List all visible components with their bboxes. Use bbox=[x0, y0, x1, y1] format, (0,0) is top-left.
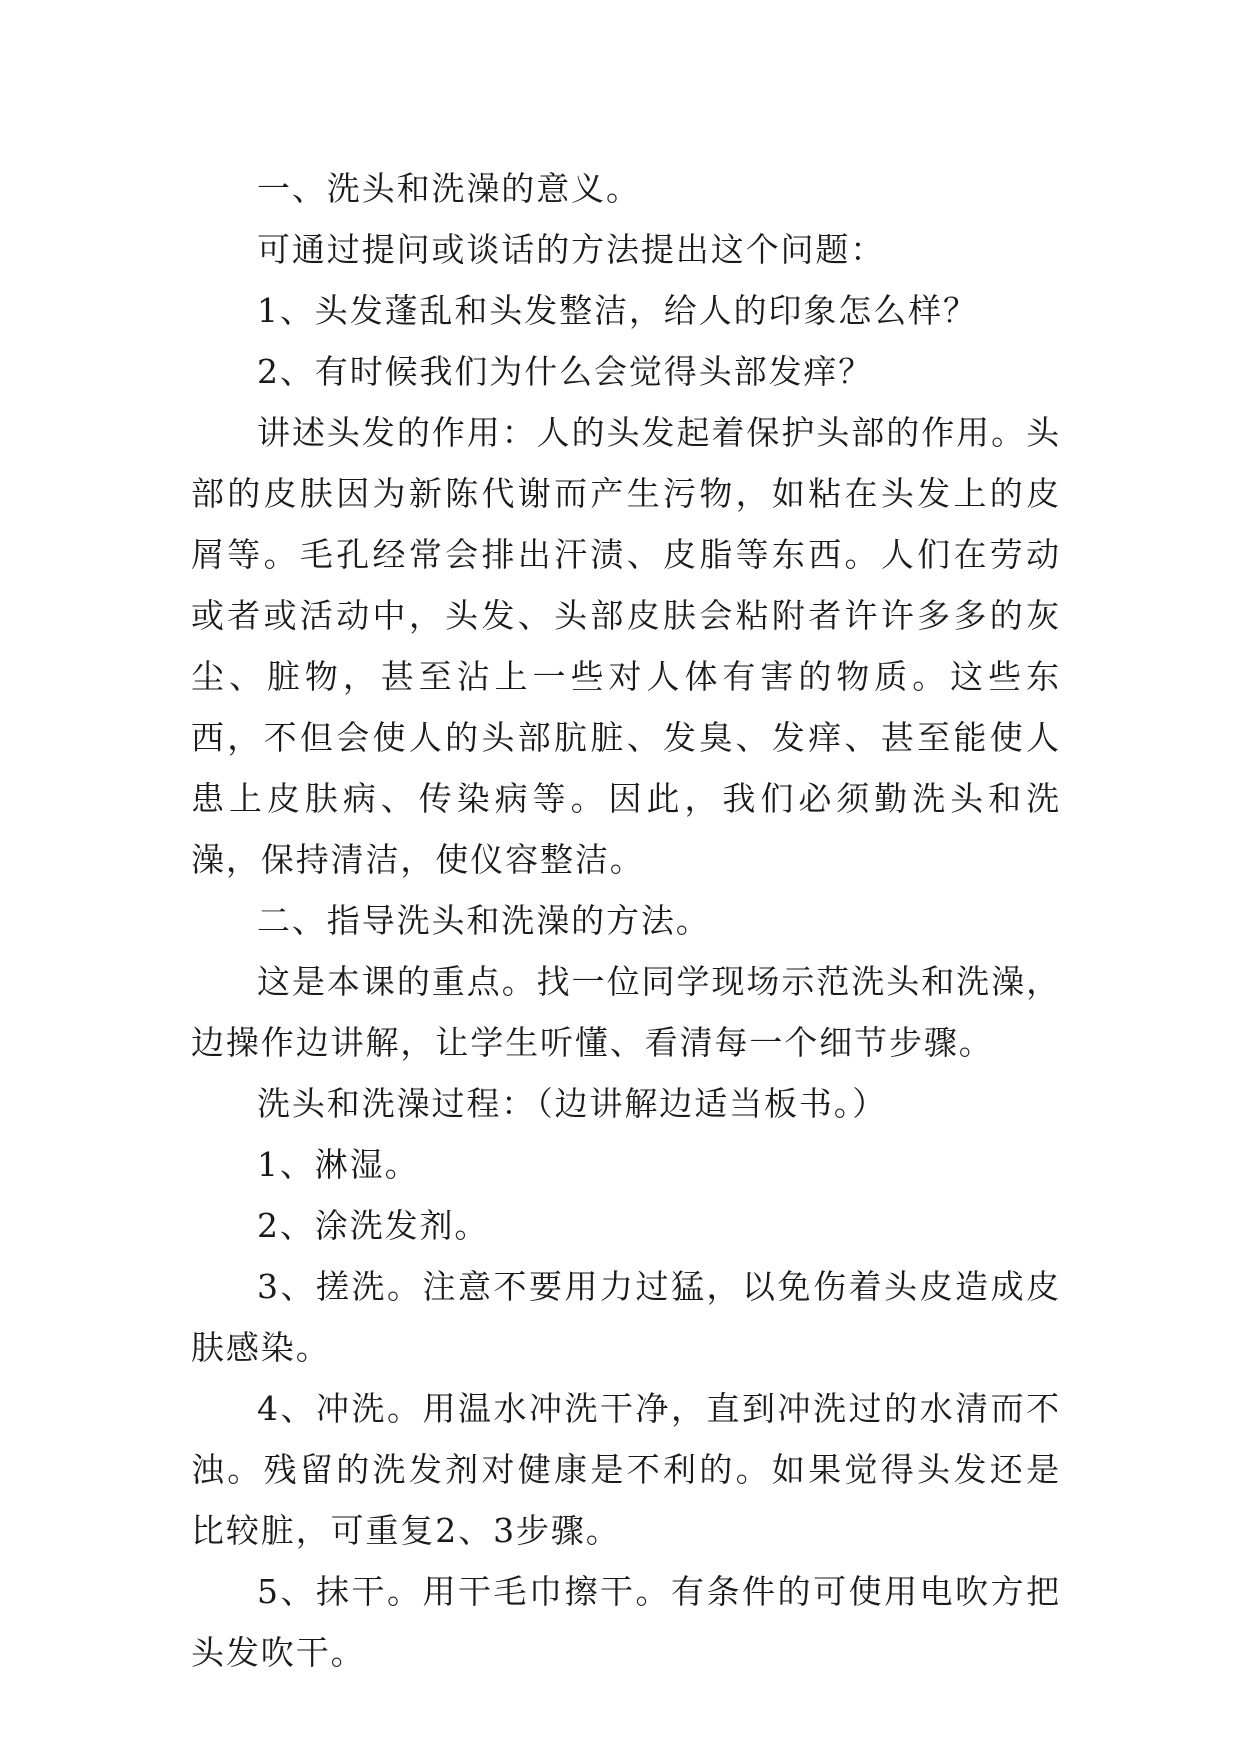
section-heading-method: 二、指导洗头和洗澡的方法。 bbox=[257, 901, 711, 940]
step-item-3: 3、搓洗。注意不要用力过猛，以免伤着头皮造成皮肤感染。 bbox=[191, 1267, 1061, 1367]
step-item-4: 4、冲洗。用温水冲洗干净，直到冲洗过的水清而不浊。残留的洗发剂对健康是不利的。如果觉得头发还是比较脏，可重复2、3步骤。 bbox=[191, 1389, 1061, 1550]
paragraph-lesson-focus: 这是本课的重点。找一位同学现场示范洗头和洗澡，边操作边讲解，让学生听懂、看清每一个细节步骤。 bbox=[191, 962, 1061, 1062]
paragraph-process-title: 洗头和洗澡过程：（边讲解边适当板书。） bbox=[257, 1084, 888, 1123]
paragraph-intro-question: 可通过提问或谈话的方法提出这个问题： bbox=[257, 230, 886, 269]
question-item-1: 1、头发蓬乱和头发整洁，给人的印象怎么样？ bbox=[257, 291, 978, 330]
document-page bbox=[191, 158, 1061, 1683]
paragraph-hair-function: 讲述头发的作用：人的头发起着保护头部的作用。头部的皮肤因为新陈代谢而产生污物，如粘在头发上的皮屑等。毛孔经常会排出汗渍、皮脂等东西。人们在劳动或者或活动中，头发、头部皮肤会粘附者许许多多的灰尘、脏物，甚至沾上一些对人体有害的物质。这些东西，不但会使人的头部肮脏、发臭、发痒、甚至能使人患上皮肤病、传染病等。因此，我们必须勤洗头和洗澡，保持清洁，使仪容整洁。 bbox=[191, 413, 1061, 879]
step-item-5: 5、抹干。用干毛巾擦干。有条件的可使用电吹方把头发吹干。 bbox=[191, 1572, 1061, 1672]
step-item-1: 1、淋湿。 bbox=[257, 1145, 420, 1184]
section-heading-meaning: 一、洗头和洗澡的意义。 bbox=[257, 169, 641, 208]
step-item-2: 2、涂洗发剂。 bbox=[257, 1206, 490, 1245]
question-item-2: 2、有时候我们为什么会觉得头部发痒？ bbox=[257, 352, 874, 391]
